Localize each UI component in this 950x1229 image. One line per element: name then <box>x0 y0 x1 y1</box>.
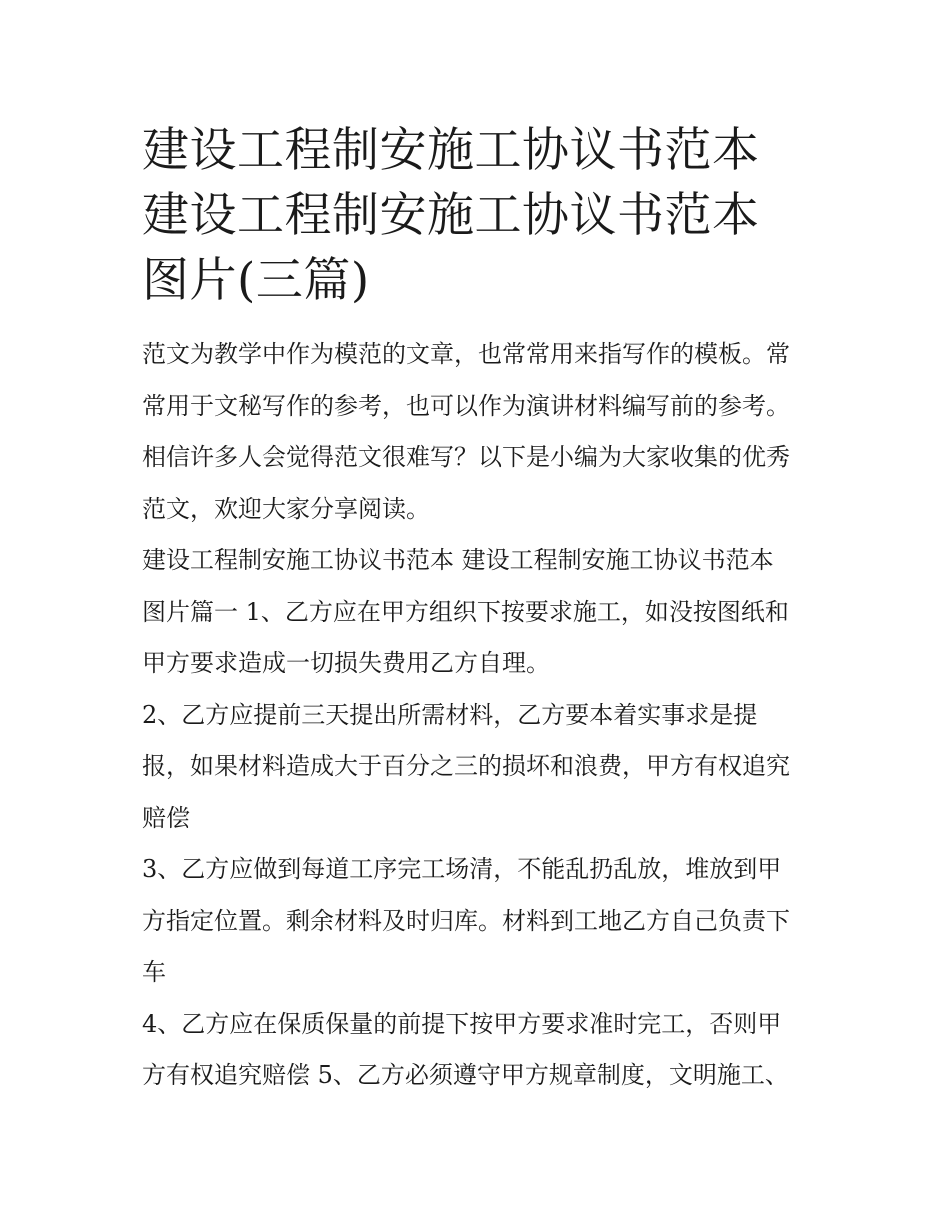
clause-3-paragraph: 3、乙方应做到每道工序完工场清，不能乱扔乱放，堆放到甲 方指定位置。剩余材料及时归库。材料到工地乙方自己负责下 车 <box>142 855 790 986</box>
document-title: 建设工程制安施工协议书范本 建设工程制安施工协议书范本 图片(三篇) <box>142 123 760 308</box>
document-body <box>142 329 822 1102</box>
document-page <box>142 118 822 1102</box>
intro-paragraph: 范文为教学中作为模范的文章，也常常用来指写作的模板。常 常用于文秘写作的参考，也可以作为演讲材料编写前的参考。 相信许多人会觉得范文很难写？以下是小编为大家收集的优秀 范文，欢迎大家分享阅读。 <box>142 340 790 523</box>
clause-2-paragraph: 2、乙方应提前三天提出所需材料，乙方要本着实事求是提 报，如果材料造成大于百分之三的损坏和浪费，甲方有权追究 赔偿 <box>142 700 790 832</box>
clause-4-paragraph: 4、乙方应在保质保量的前提下按甲方要求准时完工，否则甲 方有权追究赔偿 5、乙方必须遵守甲方规章制度，文明施工、 <box>142 1009 789 1089</box>
section-heading-paragraph: 建设工程制安施工协议书范本 建设工程制安施工协议书范本 图片篇一 1、乙方应在甲方组织下按要求施工，如没按图纸和 甲方要求造成一切损失费用乙方自理。 <box>142 546 789 677</box>
